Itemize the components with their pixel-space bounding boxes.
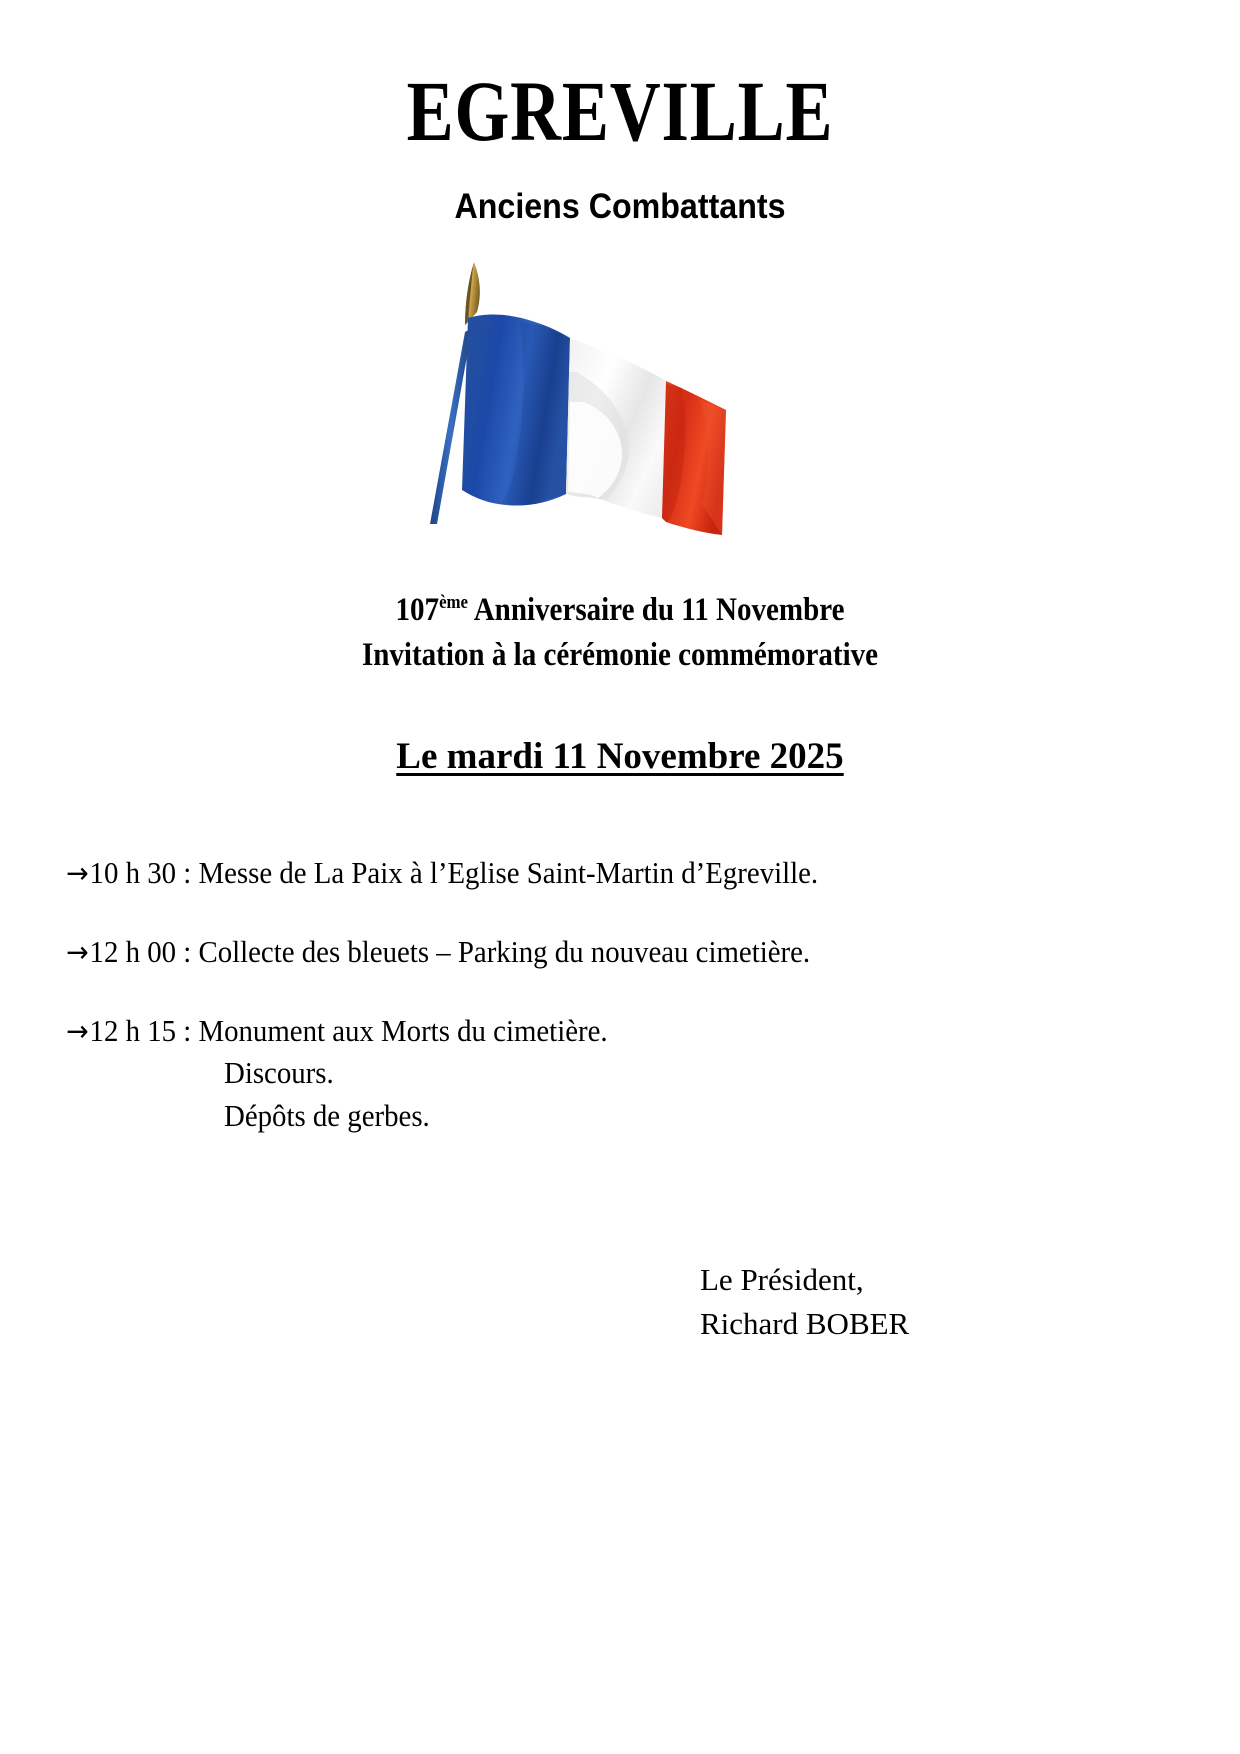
arrow-icon: → bbox=[66, 856, 89, 890]
schedule-text: Monument aux Morts du cimetière. bbox=[198, 1012, 608, 1048]
schedule-item bbox=[66, 1010, 1166, 1138]
schedule-text: Collecte des bleuets – Parking du nouveau cimetière. bbox=[198, 933, 811, 969]
schedule-list bbox=[66, 852, 1166, 1138]
anniversary-number: 107 bbox=[395, 592, 440, 628]
schedule-main-line bbox=[66, 931, 1089, 974]
schedule-item bbox=[66, 852, 1166, 895]
invitation-line: Invitation à la cérémonie commémorative bbox=[361, 636, 879, 673]
schedule-separator: : bbox=[176, 933, 199, 969]
association-subtitle: Anciens Combattants bbox=[454, 187, 786, 226]
schedule-time: 10 h 30 bbox=[89, 855, 177, 890]
arrow-icon: → bbox=[66, 1013, 89, 1048]
schedule-subline: Dépôts de gerbes. bbox=[224, 1098, 430, 1134]
schedule-item bbox=[66, 931, 1166, 974]
signature-name: Richard BOBER bbox=[700, 1306, 910, 1342]
schedule-separator: : bbox=[176, 855, 199, 890]
arrow-icon: → bbox=[66, 934, 89, 969]
french-flag-icon bbox=[370, 252, 750, 537]
french-flag-image bbox=[370, 252, 750, 537]
event-date bbox=[0, 735, 1240, 778]
schedule-time: 12 h 00 bbox=[89, 933, 177, 969]
schedule-text: Messe de La Paix à l’Eglise Saint-Martin d’Egreville. bbox=[198, 855, 819, 890]
anniversary-ordinal-suffix: ème bbox=[439, 592, 469, 613]
anniversary-line-1-rest: Anniversaire du 11 Novembre bbox=[468, 592, 845, 628]
anniversary-line-1 bbox=[74, 588, 1165, 633]
schedule-main-line bbox=[66, 852, 1089, 895]
schedule-subline: Discours. bbox=[224, 1055, 334, 1091]
event-date-text: Le mardi 11 Novembre 2025 bbox=[396, 736, 844, 777]
signature-role: Le Président, bbox=[700, 1262, 864, 1297]
signature-block bbox=[700, 1258, 909, 1346]
schedule-time: 12 h 15 bbox=[89, 1012, 177, 1048]
page-title: EGREVILLE bbox=[406, 63, 834, 159]
schedule-separator: : bbox=[176, 1012, 199, 1048]
schedule-main-line bbox=[66, 1010, 1089, 1053]
anniversary-heading bbox=[0, 588, 1240, 677]
